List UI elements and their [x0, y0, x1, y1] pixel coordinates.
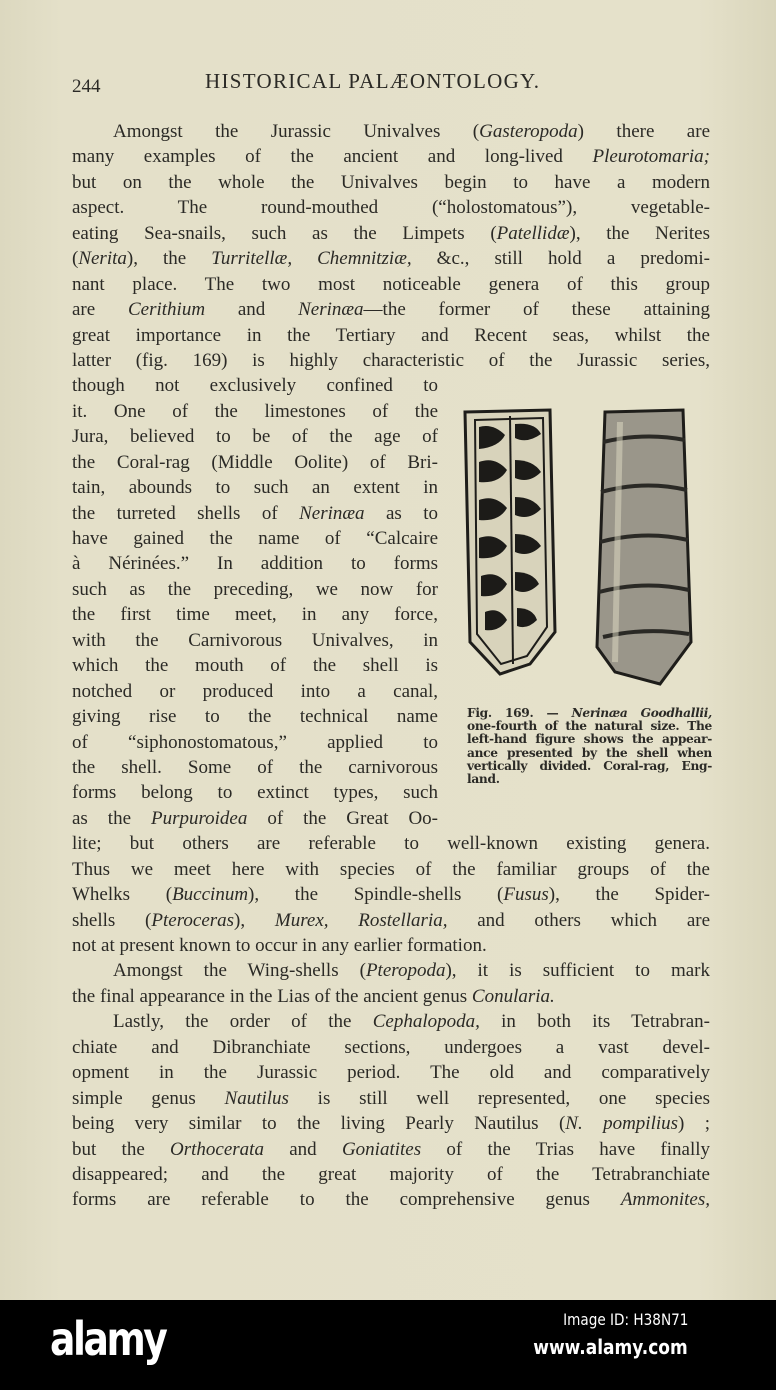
text-line: [72, 730, 438, 755]
italic-term: Patellidæ: [496, 222, 570, 244]
text-line: [72, 297, 710, 322]
image-id: Image ID: H38N71: [562, 1310, 688, 1329]
text-run: giving rise to the technical name: [72, 706, 438, 728]
text-line: [72, 1137, 710, 1162]
italic-term: Nerita: [78, 248, 127, 270]
text-run: shells (: [72, 909, 152, 931]
sectioned-shell-illustration: [465, 410, 555, 674]
text-line: [72, 704, 438, 729]
text-run: Amongst the Jurassic Univalves (: [113, 121, 480, 142]
text-line: [72, 144, 710, 169]
italic-term: Buccinum: [172, 884, 249, 906]
text-run: forms are referable to the comprehensive genus: [72, 1189, 621, 1211]
figure-caption: [467, 707, 712, 786]
text-line: [72, 1009, 710, 1034]
text-run: in both its Tetrabran-: [479, 1011, 710, 1033]
text-run: are: [72, 299, 128, 321]
text-run: —the former of these attaining: [363, 299, 710, 321]
text-line: [72, 475, 438, 500]
text-line: [72, 984, 710, 1009]
text-line: [72, 450, 438, 475]
italic-term: Nerinæa: [298, 299, 364, 321]
text-run: ), the Spindle-shells (: [248, 884, 504, 906]
text-line: [72, 1187, 710, 1212]
text-run: the final appearance in the Lias of the ancient genus: [72, 985, 472, 1007]
text-run: opment in the Jurassic period. The old and comparatively: [72, 1062, 710, 1084]
whole-shell-illustration: [597, 410, 691, 684]
watermark-footer: [0, 1300, 776, 1390]
italic-term: Purpuroidea: [150, 807, 248, 829]
text-run: chiate and Dibranchiate sections, undergoes a vast devel-: [72, 1036, 710, 1058]
italic-term: N. pompilius: [565, 1113, 679, 1135]
text-run: the first time meet, in any force,: [72, 604, 438, 626]
text-run: and: [205, 299, 299, 321]
text-run: of the Great Oo-: [247, 807, 438, 829]
text-line: [72, 806, 438, 831]
text-run: nant place. The two most noticeable genera of this group: [72, 273, 710, 295]
text-line: [72, 272, 710, 297]
text-run: such as the preceding, we now for: [72, 578, 438, 600]
text-line: [72, 780, 438, 805]
text-run: forms belong to extinct types, such: [72, 782, 438, 804]
site-url: www.alamy.com: [533, 1335, 688, 1359]
italic-term: Fusus: [503, 884, 549, 906]
text-run: à Nérinées.” In addition to forms: [72, 553, 438, 575]
text-run: lite; but others are referable to well-known existing genera.: [72, 833, 710, 855]
running-title: HISTORICAL PALÆONTOLOGY.: [205, 69, 541, 93]
text-run: latter (fig. 169) is highly characteristic of the Jurassic series,: [72, 349, 710, 371]
text-line: [72, 119, 710, 144]
text-line: [72, 831, 710, 856]
text-line: [72, 602, 438, 627]
text-line: [72, 882, 710, 907]
text-line: [72, 1035, 710, 1060]
italic-term: Pteroceras: [151, 909, 235, 931]
italic-term: Cerithium: [128, 299, 206, 321]
text-line: [72, 653, 438, 678]
text-run: and: [263, 1138, 342, 1160]
text-run: ),: [234, 909, 275, 931]
text-line: [72, 755, 438, 780]
text-run: have gained the name of “Calcaire: [72, 528, 438, 549]
text-run: of “siphonostomatous,” applied to: [72, 731, 438, 753]
text-line: [72, 399, 438, 424]
text-run: but the: [72, 1138, 171, 1160]
text-line: [72, 1086, 710, 1111]
italic-term: Nerinæa Goodhallii,: [571, 706, 712, 720]
italic-term: Turritellæ, Chemnitziæ,: [211, 248, 412, 270]
italic-term: Nautilus: [224, 1087, 289, 1109]
text-line: [72, 348, 710, 373]
text-run: ), the Spider-: [548, 884, 711, 906]
text-run: Lastly, the order of the: [113, 1011, 373, 1033]
text-line: [72, 246, 710, 271]
text-run: disappeared; and the great majority of the Tetrabranchiate: [72, 1163, 710, 1185]
italic-term: Goniatites: [341, 1138, 422, 1160]
text-run: tain, abounds to such an extent in: [72, 477, 438, 499]
text-line: [72, 1111, 710, 1136]
page-number: 244: [72, 76, 101, 97]
text-run: it. One of the limestones of the: [72, 400, 438, 422]
text-run: as to: [364, 502, 438, 524]
text-line: [72, 628, 438, 653]
text-run: not at present known to occur in any earlier formation.: [72, 935, 487, 956]
text-run: ), the: [126, 248, 212, 270]
text-run: ) ;: [678, 1113, 711, 1135]
italic-term: Pleurotomaria;: [592, 146, 710, 168]
text-run: aspect. The round-mouthed (“holostomatous”), vegetable-: [72, 197, 710, 219]
text-run: Amongst the Wing-shells (: [113, 960, 366, 982]
text-run: simple genus: [72, 1087, 225, 1109]
text-line: [72, 526, 438, 551]
text-run: Jura, believed to be of the age of: [72, 426, 438, 448]
text-run: the shell. Some of the carnivorous: [72, 756, 438, 778]
italic-term: Murex, Rostellaria,: [274, 909, 448, 931]
text-run: but on the whole the Univalves begin to have a modern: [72, 171, 710, 193]
text-line: [72, 501, 438, 526]
text-run: ance presented by the shell when: [467, 745, 712, 760]
text-run: notched or produced into a canal,: [72, 680, 438, 702]
italic-term: Gasteropoda: [479, 121, 578, 142]
text-run: ), the Nerites: [569, 222, 710, 244]
text-line: [72, 577, 438, 602]
caption-line: [467, 773, 712, 786]
alamy-logo: alamy: [50, 1312, 166, 1366]
text-line: [72, 679, 438, 704]
text-run: land.: [467, 772, 500, 787]
text-run: the turreted shells of: [72, 502, 300, 524]
text-run: vertically divided. Coral-rag, Eng-: [467, 758, 712, 773]
figure-nerinaea-shells: [455, 402, 705, 692]
text-line: [72, 1060, 710, 1085]
text-run: left-hand figure shows the appear-: [467, 732, 712, 747]
text-line: [72, 373, 438, 398]
text-run: is still well represented, one species: [288, 1087, 710, 1109]
text-run: ), it is sufficient to mark: [445, 960, 710, 982]
text-line: [72, 1162, 710, 1187]
text-run: with the Carnivorous Univalves, in: [72, 629, 438, 651]
text-line: [72, 958, 710, 983]
text-line: [72, 170, 710, 195]
italic-term: Conularia.: [471, 985, 555, 1007]
text-run: great importance in the Tertiary and Recent seas, whilst the: [72, 324, 710, 346]
italic-term: Pteropoda: [365, 960, 446, 982]
text-run: of the Trias have finally: [421, 1138, 711, 1160]
text-line: [72, 933, 710, 958]
text-run: ) there are: [577, 121, 711, 142]
text-run: being very similar to the living Pearly Nautilus (: [72, 1113, 566, 1135]
italic-term: Orthocerata: [170, 1138, 264, 1160]
text-run: though not exclusively confined to: [72, 375, 438, 397]
text-line: [72, 195, 710, 220]
text-run: one-fourth of the natural size. The: [467, 719, 712, 734]
italic-term: Nerinæa: [299, 502, 365, 524]
text-run: many examples of the ancient and long-lived: [72, 146, 593, 168]
text-run: eating Sea-snails, such as the Limpets (: [72, 222, 497, 244]
text-line: [72, 221, 710, 246]
caption-line: [467, 760, 712, 773]
text-run: Thus we meet here with species of the familiar groups of the: [72, 858, 710, 880]
text-line: [72, 908, 710, 933]
text-run: the Coral-rag (Middle Oolite) of Bri-: [72, 451, 438, 473]
text-run: which the mouth of the shell is: [72, 655, 438, 677]
text-run: Whelks (: [72, 884, 173, 906]
text-run: and others which are: [447, 909, 711, 931]
italic-term: Cephalopoda,: [372, 1011, 480, 1033]
text-run: (: [72, 248, 79, 270]
text-line: [72, 857, 710, 882]
text-line: [72, 551, 438, 576]
text-line: [72, 323, 710, 348]
text-run: Fig. 169. —: [467, 706, 572, 720]
text-run: as the: [72, 807, 151, 829]
text-run: &c., still hold a predomi-: [411, 248, 710, 270]
italic-term: Ammonites,: [620, 1189, 710, 1211]
text-line: [72, 424, 438, 449]
